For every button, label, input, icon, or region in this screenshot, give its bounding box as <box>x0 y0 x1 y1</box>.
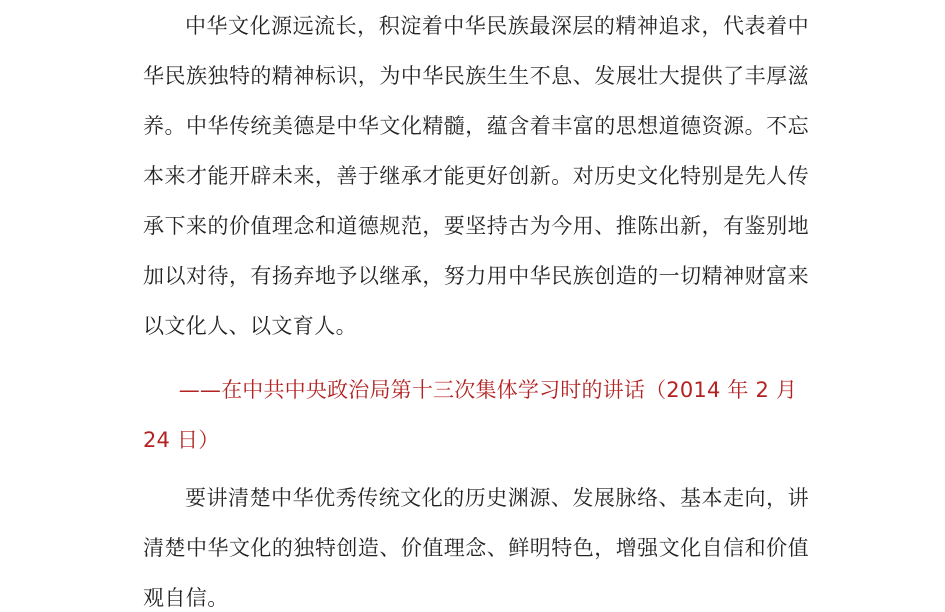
body-paragraph-1: 中华文化源远流长，积淀着中华民族最深层的精神追求，代表着中华民族独特的精神标识，为中华民族生生不息、发展壮大提供了丰厚滋养。中华传统美德是中华文化精髓，蕴含着丰富的思想道德资源。不忘本来才能开辟未来，善于继承才能更好创新。对历史文化特别是先人传承下来的价值理念和道德规范，要坚持古为今用、推陈出新，有鉴别地加以对待，有扬弃地予以继承，努力用中华民族创造的一切精神财富来以文化人、以文育人。 <box>143 14 809 338</box>
body-paragraph-2: 要讲清楚中华优秀传统文化的历史渊源、发展脉络、基本走向，讲清楚中华文化的独特创造、价值理念、鲜明特色，增强文化自信和价值观自信。 <box>143 486 809 610</box>
source-citation: ——在中共中央政治局第十三次集体学习时的讲话（2014 年 2 月 24 日） <box>143 378 798 452</box>
